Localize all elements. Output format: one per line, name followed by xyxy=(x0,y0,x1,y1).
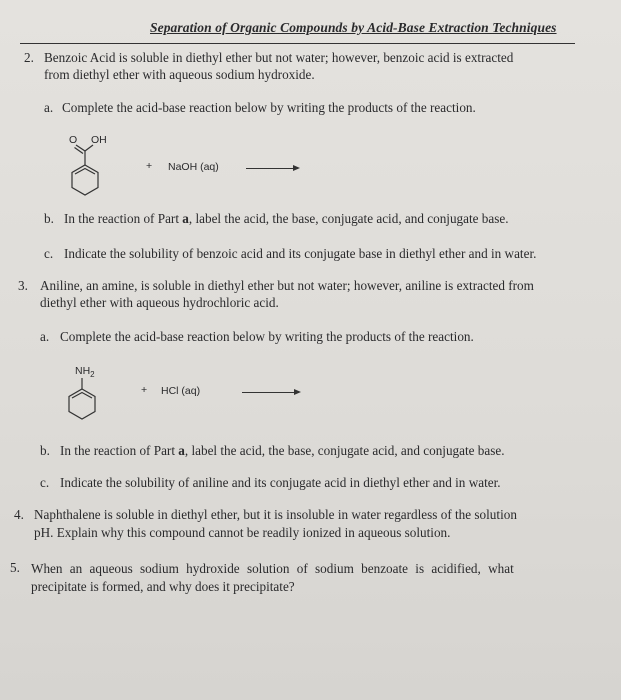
question-5-line-2: precipitate is formed, and why does it precipitate? xyxy=(31,579,295,594)
question-5-number: 5. xyxy=(10,560,20,575)
hydroxyl-atom-label: OH xyxy=(91,134,107,146)
question-3c-text: Indicate the solubility of aniline and its conjugate acid in diethyl ether and in water. xyxy=(60,475,501,490)
question-4-number: 4. xyxy=(14,507,24,522)
question-2-number: 2. xyxy=(24,50,34,65)
question-2b-text: In the reaction of Part a, label the acid, the base, conjugate acid, and conjugate base. xyxy=(64,211,509,226)
benzene-ring xyxy=(69,389,95,419)
reaction-2-arrow xyxy=(246,168,298,169)
oxygen-atom-label: O xyxy=(69,134,78,146)
question-3c-label: c. xyxy=(40,475,50,490)
hcl-reagent: HCl (aq) xyxy=(161,385,201,397)
question-2a-text: Complete the acid-base reaction below by writing the products of the reaction. xyxy=(62,100,476,115)
question-3-number: 3. xyxy=(18,278,28,293)
question-2-line-2: from diethyl ether with aqueous sodium hydroxide. xyxy=(44,67,315,82)
benzene-ring xyxy=(72,165,98,195)
question-4-line-1: Naphthalene is soluble in diethyl ether, but it is insoluble in water regardless of the solution xyxy=(34,507,517,522)
reaction-3-plus: + xyxy=(141,384,148,396)
amine-atom-label: $NH_2$ xyxy=(75,365,95,380)
question-3b-text: In the reaction of Part a, label the acid, the base, conjugate acid, and conjugate base. xyxy=(60,443,505,458)
question-2c-text: Indicate the solubility of benzoic acid and its conjugate base in diethyl ether and in water. xyxy=(64,246,537,261)
header-divider xyxy=(20,43,575,44)
question-2a-label: a. xyxy=(44,100,54,115)
naoh-reagent: NaOH (aq) xyxy=(168,161,219,173)
question-4-line-2: pH. Explain why this compound cannot be readily ionized in aqueous solution. xyxy=(34,525,451,540)
page-title: Separation of Organic Compounds by Acid-Base Extraction Techniques xyxy=(150,20,557,35)
question-2b-label: b. xyxy=(44,211,54,226)
question-3a-label: a. xyxy=(40,329,50,344)
question-3-line-1: Aniline, an amine, is soluble in diethyl ether but not water; however, aniline is extracted from xyxy=(40,278,534,293)
reaction-2-plus: + xyxy=(146,160,153,172)
reaction-3-arrow xyxy=(242,392,299,393)
question-3b-label: b. xyxy=(40,443,50,458)
question-2-line-1: Benzoic Acid is soluble in diethyl ether but not water; however, benzoic acid is extracted xyxy=(44,50,514,65)
question-3-line-2: diethyl ether with aqueous hydrochloric acid. xyxy=(40,295,279,310)
question-5-line-1: When an aqueous sodium hydroxide solution of sodium benzoate is acidified, what xyxy=(31,561,514,576)
question-3a-text: Complete the acid-base reaction below by writing the products of the reaction. xyxy=(60,329,474,344)
question-2c-label: c. xyxy=(44,246,54,261)
